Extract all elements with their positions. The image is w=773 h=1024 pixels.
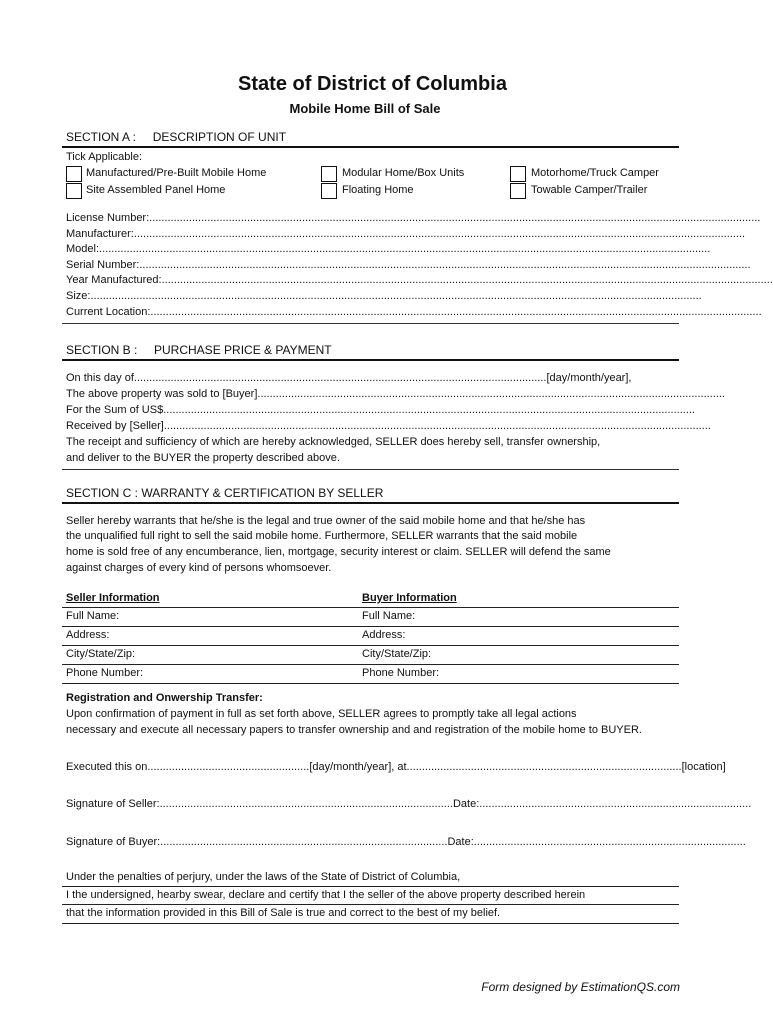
checkbox-site-assembled[interactable] [66,183,82,199]
perjury-divider [62,886,679,887]
table-row-divider [62,664,679,665]
field-label: Serial Number: [66,259,140,271]
checkbox-towable[interactable] [510,183,526,199]
field-year-manufactured[interactable]: Year Manufactured:........................................................................................................................................................................................................ [66,274,773,286]
section-c-rule [62,502,679,504]
field-current-location[interactable]: Current Location:........................................................................................................................................................................................................ [66,306,762,318]
warranty-line-3: home is sold free of any encumberance, lien, mortgage, security interest or claim. SELLER will defend the same [66,546,611,558]
warranty-line-1: Seller hereby warrants that he/she is the legal and true owner of the said mobile home and that he/she has [66,515,586,527]
option-site-assembled: Site Assembled Panel Home [86,184,226,196]
warranty-line-2: the unqualified full right to sell the said mobile home. Furthermore, SELLER warrants that the said mobile [66,530,578,542]
perjury-line-2: I the undersigned, hearby swear, declare and certify that I the seller of the above property described herein [66,889,586,901]
option-modular: Modular Home/Box Units [342,167,465,179]
table-row-divider [62,683,679,684]
field-label: Size: [66,290,91,302]
field-label: Model: [66,243,100,255]
option-floating: Floating Home [342,184,414,196]
table-row-divider [62,607,679,608]
seller-date-label: Date: [452,798,480,810]
on-this-day-label: On this day of [66,372,134,384]
buyer-info-heading: Buyer Information [362,592,457,604]
seller-signature-line[interactable]: Signature of Seller:................................................................................................Date:......................................................................................... [66,798,752,810]
field-label: Current Location: [66,306,151,318]
field-manufacturer[interactable]: Manufacturer:........................................................................................................................................................................................................ [66,228,746,240]
checkbox-floating[interactable] [321,183,337,199]
option-towable: Towable Camper/Trailer [531,184,648,196]
section-b-heading: SECTION B : PURCHASE PRICE & PAYMENT [66,343,332,357]
acknowledgement-line-1: The receipt and sufficiency of which are hereby acknowledged, SELLER does hereby sell, transfer ownership, [66,436,601,448]
seller-info-heading: Seller Information [66,592,160,604]
tick-applicable-label: Tick Applicable: [66,151,143,163]
option-motorhome: Motorhome/Truck Camper [531,167,659,179]
sum-label: For the Sum of US$ [66,404,164,416]
buyer-signature-line[interactable]: Signature of Buyer:..............................................................................................Date:......................................................................................... [66,836,746,848]
field-serial-number[interactable]: Serial Number:........................................................................................................................................................................................................ [66,259,751,271]
executed-prefix: Executed this on [66,761,148,773]
section-a-heading: SECTION A : DESCRIPTION OF UNIT [66,130,287,144]
option-manufactured: Manufactured/Pre-Built Mobile Home [86,167,267,179]
field-license-number[interactable]: License Number:........................................................................................................................................................................................................ [66,212,761,224]
received-by-line[interactable]: Received by [Seller]................................................................................................................................................................................... [66,420,711,432]
buyer-address[interactable]: Address: [362,629,406,641]
section-a-bottom-rule [62,323,679,324]
field-label: Manufacturer: [66,228,134,240]
sum-line[interactable]: For the Sum of US$.............................................................................................................................................................................. [66,404,695,416]
seller-phone-number[interactable]: Phone Number: [66,667,144,679]
buyer-date-label: Date: [447,836,474,848]
buyer-phone-number[interactable]: Phone Number: [362,667,440,679]
registration-line-1: Upon confirmation of payment in full as set forth above, SELLER agrees to promptly take all legal actions [66,708,577,720]
buyer-full-name[interactable]: Full Name: [362,610,416,622]
footer-credit: Form designed by EstimationQS.com [481,980,680,994]
buyer-signature-label: Signature of Buyer: [66,836,161,848]
seller-full-name[interactable]: Full Name: [66,610,120,622]
executed-day-format: [day/month/year], at [309,761,407,773]
seller-city-state-zip[interactable]: City/State/Zip: [66,648,136,660]
section-b-bottom-rule [62,469,679,470]
table-row-divider [62,645,679,646]
seller-signature-label: Signature of Seller: [66,798,160,810]
section-a-rule [62,146,679,148]
sold-to-line[interactable]: The above property was sold to [Buyer]......................................................................................................................................................... [66,388,725,400]
on-this-day-line[interactable]: On this day of.......................................................................................................................................[day/month/year], [66,372,632,384]
perjury-line-3: that the information provided in this Bill of Sale is true and correct to the best of my belief. [66,907,501,919]
perjury-divider [62,904,679,905]
field-size[interactable]: Size:........................................................................................................................................................................................................ [66,290,702,302]
perjury-line-1: Under the penalties of perjury, under the laws of the State of District of Columbia, [66,871,461,883]
document-subtitle: Mobile Home Bill of Sale [289,101,441,116]
sold-to-label: The above property was sold to [Buyer] [66,388,258,400]
section-b-rule [62,359,679,361]
executed-location: [location] [681,761,726,773]
executed-line[interactable]: Executed this on.....................................................[day/month/year], at..........................................................................................[location] [66,761,726,773]
field-label: License Number: [66,212,150,224]
registration-heading: Registration and Onwership Transfer: [66,692,263,704]
registration-line-2: necessary and execute all necessary papers to transfer ownership and and registration of the mobile home to BUYER. [66,724,642,736]
field-label: Year Manufactured: [66,274,162,286]
acknowledgement-line-2: and deliver to the BUYER the property described above. [66,452,340,464]
field-model[interactable]: Model:........................................................................................................................................................................................................ [66,243,711,255]
checkbox-modular[interactable] [321,166,337,182]
seller-address[interactable]: Address: [66,629,110,641]
document-title: State of District of Columbia [238,73,507,95]
checkbox-manufactured[interactable] [66,166,82,182]
buyer-city-state-zip[interactable]: City/State/Zip: [362,648,432,660]
table-row-divider [62,626,679,627]
checkbox-motorhome[interactable] [510,166,526,182]
day-format-label: [day/month/year], [546,372,632,384]
warranty-line-4: against charges of every kind of persons whomsoever. [66,562,332,574]
received-by-label: Received by [Seller] [66,420,164,432]
perjury-divider [62,923,679,924]
section-c-heading: SECTION C : WARRANTY & CERTIFICATION BY SELLER [66,486,384,500]
